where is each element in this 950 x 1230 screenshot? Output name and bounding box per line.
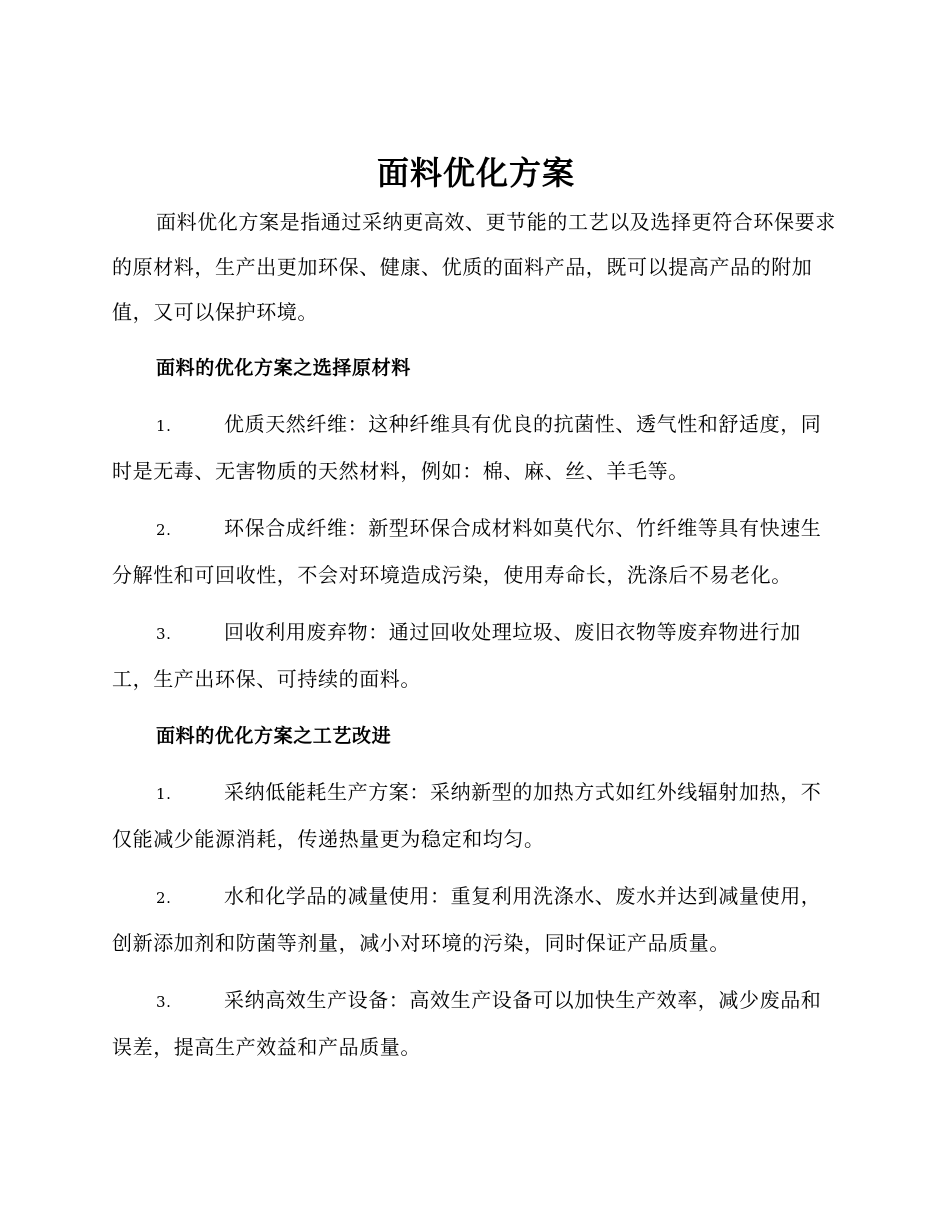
list-item [112,610,840,702]
section-process-improvement [112,714,840,1070]
list-item [112,770,840,862]
section-heading: 面料的优化方案之工艺改进 [156,725,392,747]
list-item-number: 2. [156,521,172,539]
page-title: 面料优化方案 [376,154,575,192]
list-item [112,402,840,494]
list-item-number: 3. [156,993,172,1011]
list-item-text: 采纳高效生产设备：高效生产设备可以加快生产效率，减少废品和误差，提高生产效益和产品质量。 [112,988,822,1059]
list-item-text: 水和化学品的减量使用：重复利用洗涤水、废水并达到减量使用，创新添加剂和防菌等剂量，减小对环境的污染，同时保证产品质量。 [112,884,822,955]
section-heading: 面料的优化方案之选择原材料 [156,357,411,379]
list-item-number: 3. [156,625,172,643]
list-item-text: 回收利用废弃物：通过回收处理垃圾、废旧衣物等废弃物进行加工，生产出环保、可持续的面料。 [112,620,801,691]
section-raw-materials [112,346,840,702]
list-item [112,978,840,1070]
list-item-number: 2. [156,889,172,907]
list-item-text: 环保合成纤维：新型环保合成材料如莫代尔、竹纤维等具有快速生分解性和可回收性，不会对环境造成污染，使用寿命长，洗涤后不易老化。 [112,516,822,587]
list-item-number: 1. [156,417,172,435]
list-item [112,874,840,966]
list-item [112,506,840,598]
intro-paragraph: 面料优化方案是指通过采纳更高效、更节能的工艺以及选择更符合环保要求的原材料，生产出更加环保、健康、优质的面料产品，既可以提高产品的附加值，又可以保护环境。 [112,210,836,324]
list-item-text: 采纳低能耗生产方案：采纳新型的加热方式如红外线辐射加热，不仅能减少能源消耗，传递热量更为稳定和均匀。 [112,780,822,851]
list-item-text: 优质天然纤维：这种纤维具有优良的抗菌性、透气性和舒适度，同时是无毒、无害物质的天然材料，例如：棉、麻、丝、羊毛等。 [112,412,822,483]
list-item-number: 1. [156,785,172,803]
